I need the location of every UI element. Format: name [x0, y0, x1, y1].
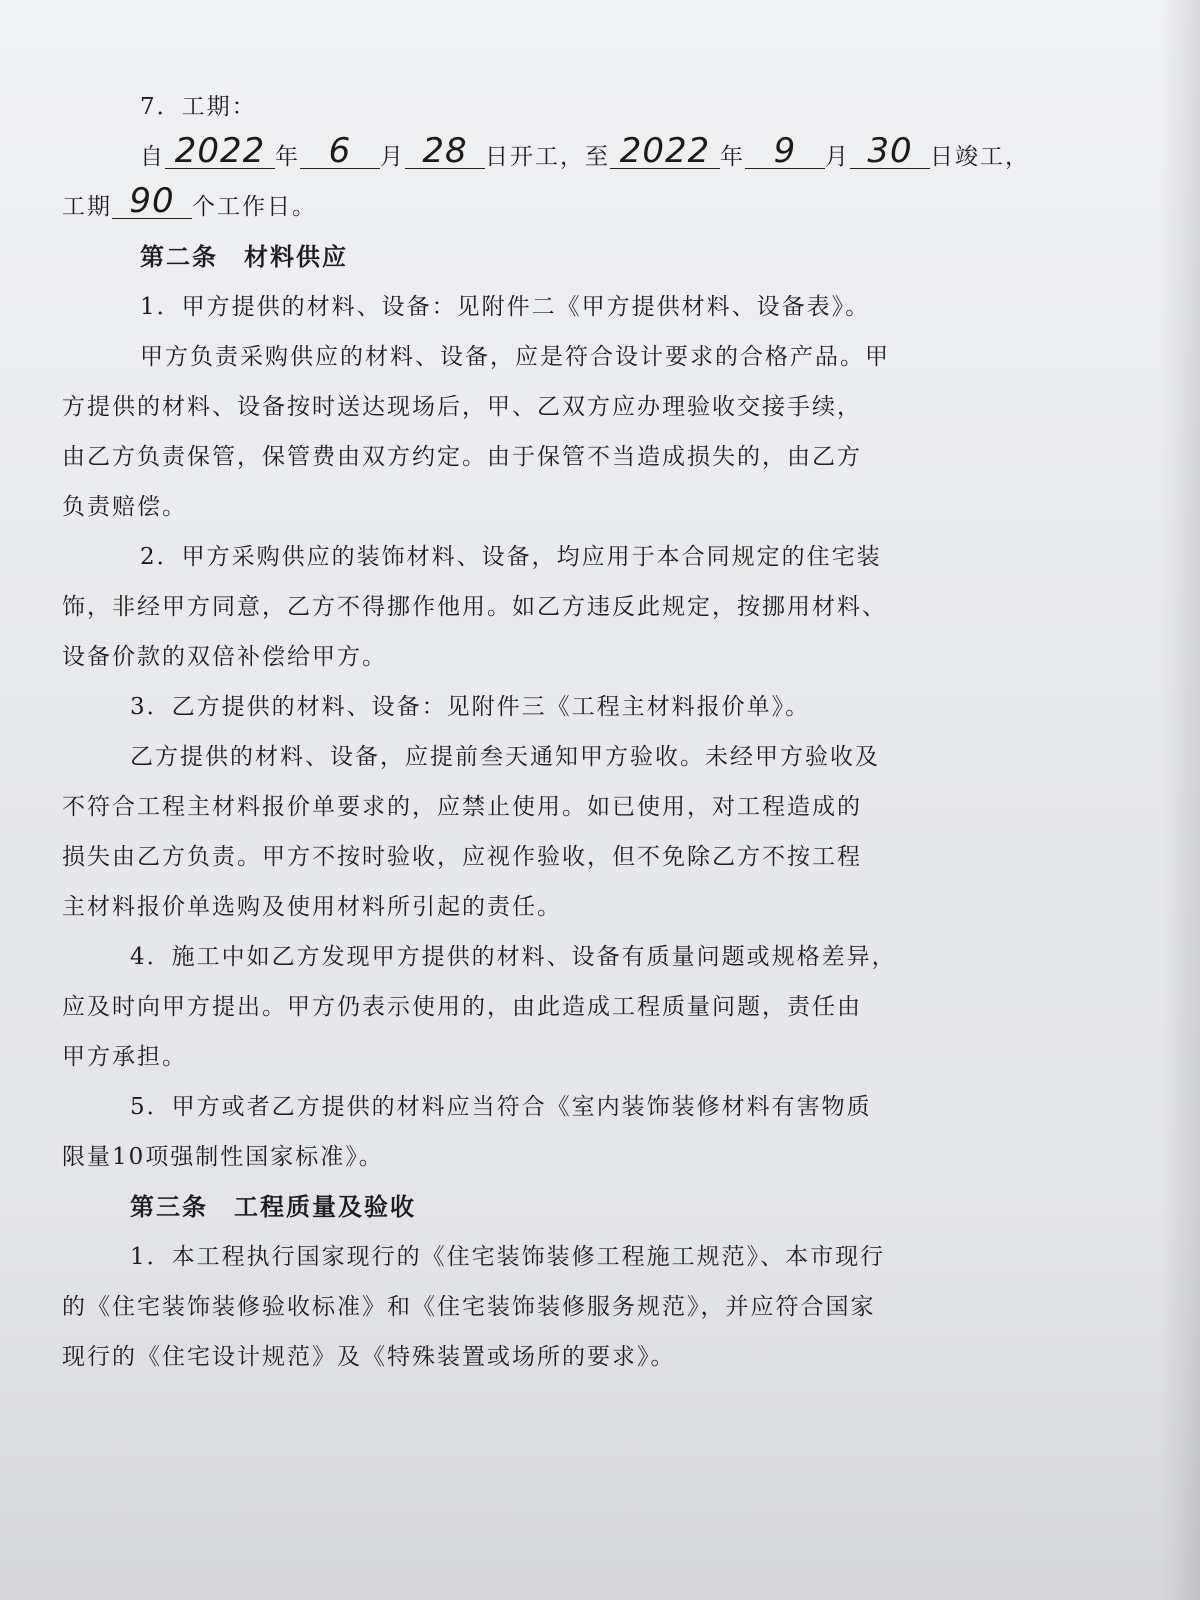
article2-line: 由乙方负责保管，保管费由双方约定。由于保管不当造成损失的，由乙方: [62, 444, 862, 470]
start-suffix: 日开工，至: [485, 144, 610, 170]
work-period-line: [62, 132, 1142, 182]
article2-heading: 第二条 材料供应: [140, 243, 348, 271]
article2-line: 1．甲方提供的材料、设备：见附件二《甲方提供材料、设备表》。: [140, 294, 871, 320]
article3-line: 1．本工程执行国家现行的《住宅装饰装修工程施工规范》、本市现行: [130, 1244, 886, 1270]
article3-line: 的《住宅装饰装修验收标准》和《住宅装饰装修服务规范》，并应符合国家: [62, 1294, 876, 1320]
end-year-field: 2022: [610, 134, 720, 169]
article2-line: 甲方负责采购供应的材料、设备，应是符合设计要求的合格产品。甲: [140, 344, 890, 370]
article2-line: 主材料报价单选购及使用材料所引起的责任。: [62, 894, 562, 920]
article2-line: 甲方承担。: [62, 1044, 187, 1070]
article2-line: 乙方提供的材料、设备，应提前叁天通知甲方验收。未经甲方验收及: [130, 744, 880, 770]
item7-title: 7．工期：: [140, 94, 257, 120]
article2-line: 方提供的材料、设备按时送达现场后，甲、乙双方应办理验收交接手续，: [62, 394, 862, 420]
year-unit-2: 年: [720, 144, 745, 170]
end-day-field: 30: [850, 134, 930, 169]
start-year-field: 2022: [165, 134, 275, 169]
year-unit: 年: [275, 144, 300, 170]
start-month-field: 6: [300, 134, 380, 169]
duration-line: [62, 182, 1142, 232]
start-prefix: 自: [140, 144, 165, 170]
month-unit-2: 月: [825, 144, 850, 170]
article2-line: 应及时向甲方提出。甲方仍表示使用的，由此造成工程质量问题，责任由: [62, 994, 862, 1020]
article2-line: 2．甲方采购供应的装饰材料、设备，均应用于本合同规定的住宅装: [140, 544, 882, 570]
article2-line: 损失由乙方负责。甲方不按时验收，应视作验收，但不免除乙方不按工程: [62, 844, 862, 870]
article2-line: 设备价款的双倍补偿给甲方。: [62, 644, 387, 670]
start-day-field: 28: [405, 134, 485, 169]
article3-line: 现行的《住宅设计规范》及《特殊装置或场所的要求》。: [62, 1344, 676, 1370]
month-unit: 月: [380, 144, 405, 170]
article2-line: 4．施工中如乙方发现甲方提供的材料、设备有质量问题或规格差异，: [130, 944, 897, 970]
contract-text: [62, 82, 1142, 1382]
duration-prefix: 工期: [62, 194, 112, 220]
article3-heading: 第三条 工程质量及验收: [130, 1193, 416, 1221]
duration-suffix: 个工作日。: [192, 194, 317, 220]
duration-days-field: 90: [112, 184, 192, 219]
article2-line: 限量10项强制性国家标准》。: [62, 1144, 384, 1170]
article2-line: 3．乙方提供的材料、设备：见附件三《工程主材料报价单》。: [130, 694, 811, 720]
end-suffix: 日竣工，: [930, 144, 1030, 170]
article2-line: 负责赔偿。: [62, 494, 187, 520]
article2-line: 不符合工程主材料报价单要求的，应禁止使用。如已使用，对工程造成的: [62, 794, 862, 820]
article2-line: 饰，非经甲方同意，乙方不得挪作他用。如乙方违反此规定，按挪用材料、: [62, 594, 887, 620]
end-month-field: 9: [745, 134, 825, 169]
article2-line: 5．甲方或者乙方提供的材料应当符合《室内装饰装修材料有害物质: [130, 1094, 872, 1120]
